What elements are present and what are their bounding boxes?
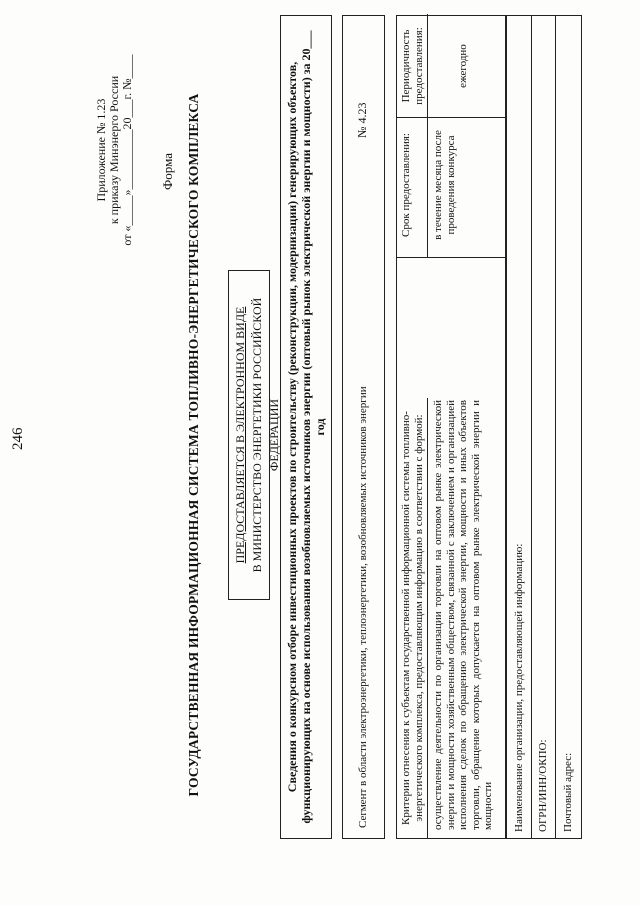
table-divider (397, 257, 505, 258)
main-title: ГОСУДАРСТВЕННАЯ ИНФОРМАЦИОННАЯ СИСТЕМА ТОПЛИВНО-ЭНЕРГЕТИЧЕСКОГО КОМПЛЕКСА (186, 93, 201, 797)
appendix-line-3: от «_____»__________20___г. №____ (120, 54, 134, 246)
segment-box (342, 15, 385, 839)
form-label: Форма (160, 153, 175, 190)
row-divider (531, 16, 532, 838)
criteria-body: осуществление деятельности по организации торговли на оптовом рынке электрической энергии и мощности хозяйственным обществом, связанной с заключением и организацией исполнения сделок по обращению электрической энергии, мощности и иных объектов торговли, обращение которых допускается на оптовом рынке электрической энергии и мощности (432, 400, 494, 830)
criteria-header: Критерии отнесения к субъектам государственной информационной системы топливно-энергетического комплекса, предоставляющим информацию в соответствии с формой: (400, 411, 425, 825)
submit-line-1: ПРЕДОСТАВЛЯЕТСЯ В ЭЛЕКТРОННОМ ВИДЕ (233, 306, 247, 564)
table-divider (397, 117, 505, 118)
table-divider (427, 14, 428, 258)
criteria-table (396, 15, 506, 839)
row-divider (555, 16, 556, 838)
table-divider (427, 398, 428, 838)
org-name-label: Наименование организации, предоставляющей информацию: (513, 543, 525, 832)
periodicity-header: Периодичность предоставления: (400, 27, 425, 105)
appendix-line-1: Приложение № 1.23 (94, 98, 108, 202)
periodicity-body: ежегодно (457, 44, 469, 88)
appendix-block (95, 25, 134, 275)
submit-line-2: В МИНИСТЕРСТВО ЭНЕРГЕТИКИ РОССИЙСКОЙ ФЕДЕРАЦИИ (250, 297, 281, 573)
appendix-line-2: к приказу Минэнерго России (107, 75, 121, 225)
segment-number: № 4.23 (355, 102, 369, 138)
organization-info-box (506, 15, 582, 839)
ogrn-label: ОГРН/ИНН/ОКПО: (537, 739, 549, 832)
form-description: Сведения о конкурсном отборе инвестиционных проектов по строительству (реконструкции, модернизации) генерирующих объектов, функционирующих на основе использования возобновляемых источников энергии (оптовый рынок электрической энергии и мощности) за 20___ год (280, 15, 332, 839)
deadline-header: Срок предоставления: (400, 133, 412, 237)
segment-text: Сегмент в области электроэнергетики, теплоэнергетики, возобновляемых источников энергии (357, 386, 369, 828)
page-number: 246 (10, 427, 26, 450)
address-label: Почтовый адрес: (562, 752, 574, 832)
deadline-body: в течение месяца после проведения конкурса (432, 130, 457, 240)
submit-box (228, 270, 281, 600)
